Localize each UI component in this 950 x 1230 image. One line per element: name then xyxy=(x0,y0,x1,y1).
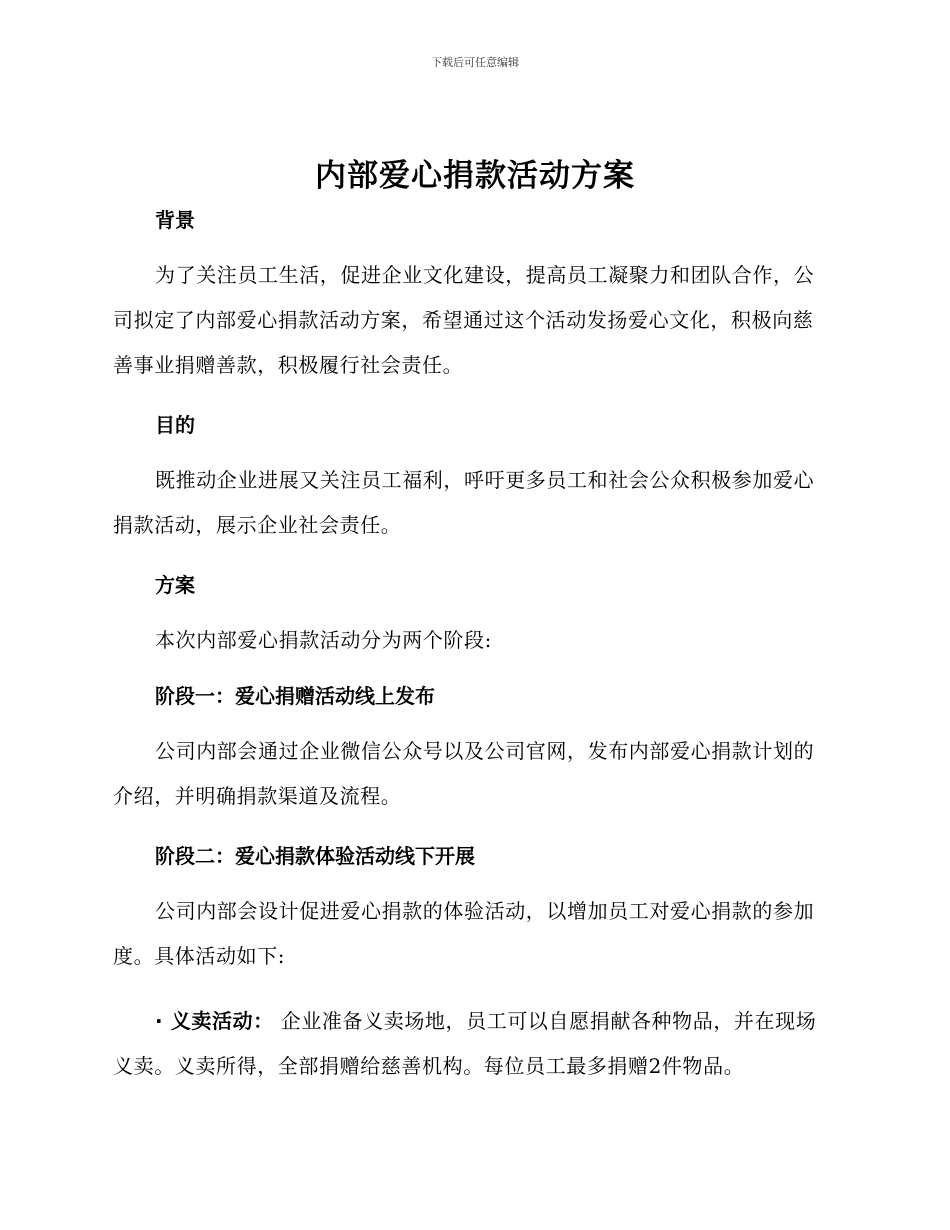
stage2-heading: 阶段二：爱心捐款体验活动线下开展 xyxy=(155,844,475,868)
document-body xyxy=(113,203,833,1089)
paragraph-stage1: 公司内部会通过企业微信公众号以及公司官网，发布内部爱心捐款计划的介绍，并明确捐款渠道及流程。 xyxy=(113,739,815,808)
paragraph-plan-intro: 本次内部爱心捐款活动分为两个阶段: xyxy=(155,628,492,652)
bullet-activity-charity-sale xyxy=(113,999,833,1089)
stage1-heading: 阶段一：爱心捐赠活动线上发布 xyxy=(155,684,435,708)
bullet-label-charity-sale: · 义卖活动： xyxy=(155,1009,274,1033)
section-heading-background: 背景 xyxy=(155,208,195,232)
document-title: 内部爱心捐款活动方案 xyxy=(315,158,635,194)
section-heading-purpose: 目的 xyxy=(155,413,195,437)
bullet-text-charity-sale: 企业准备义卖场地，员工可以自愿捐献各种物品，并在现场义卖。义卖所得，全部捐赠给慈善机构。每位员工最多捐赠2件物品。 xyxy=(113,1009,817,1078)
paragraph-purpose: 既推动企业进展又关注员工福利，呼吁更多员工和社会公众积极参加爱心捐款活动，展示企业社会责任。 xyxy=(113,468,815,537)
paragraph-background: 为了关注员工生活，促进企业文化建设，提高员工凝聚力和团队合作，公司拟定了内部爱心捐款活动方案，希望通过这个活动发扬爱心文化，积极向慈善事业捐赠善款，积极履行社会责任。 xyxy=(113,263,815,377)
header-note: 下载后可任意编辑 xyxy=(431,56,519,69)
paragraph-stage2: 公司内部会设计促进爱心捐款的体验活动，以增加员工对爱心捐款的参加度。具体活动如下: xyxy=(113,899,815,968)
section-heading-plan: 方案 xyxy=(155,573,195,597)
